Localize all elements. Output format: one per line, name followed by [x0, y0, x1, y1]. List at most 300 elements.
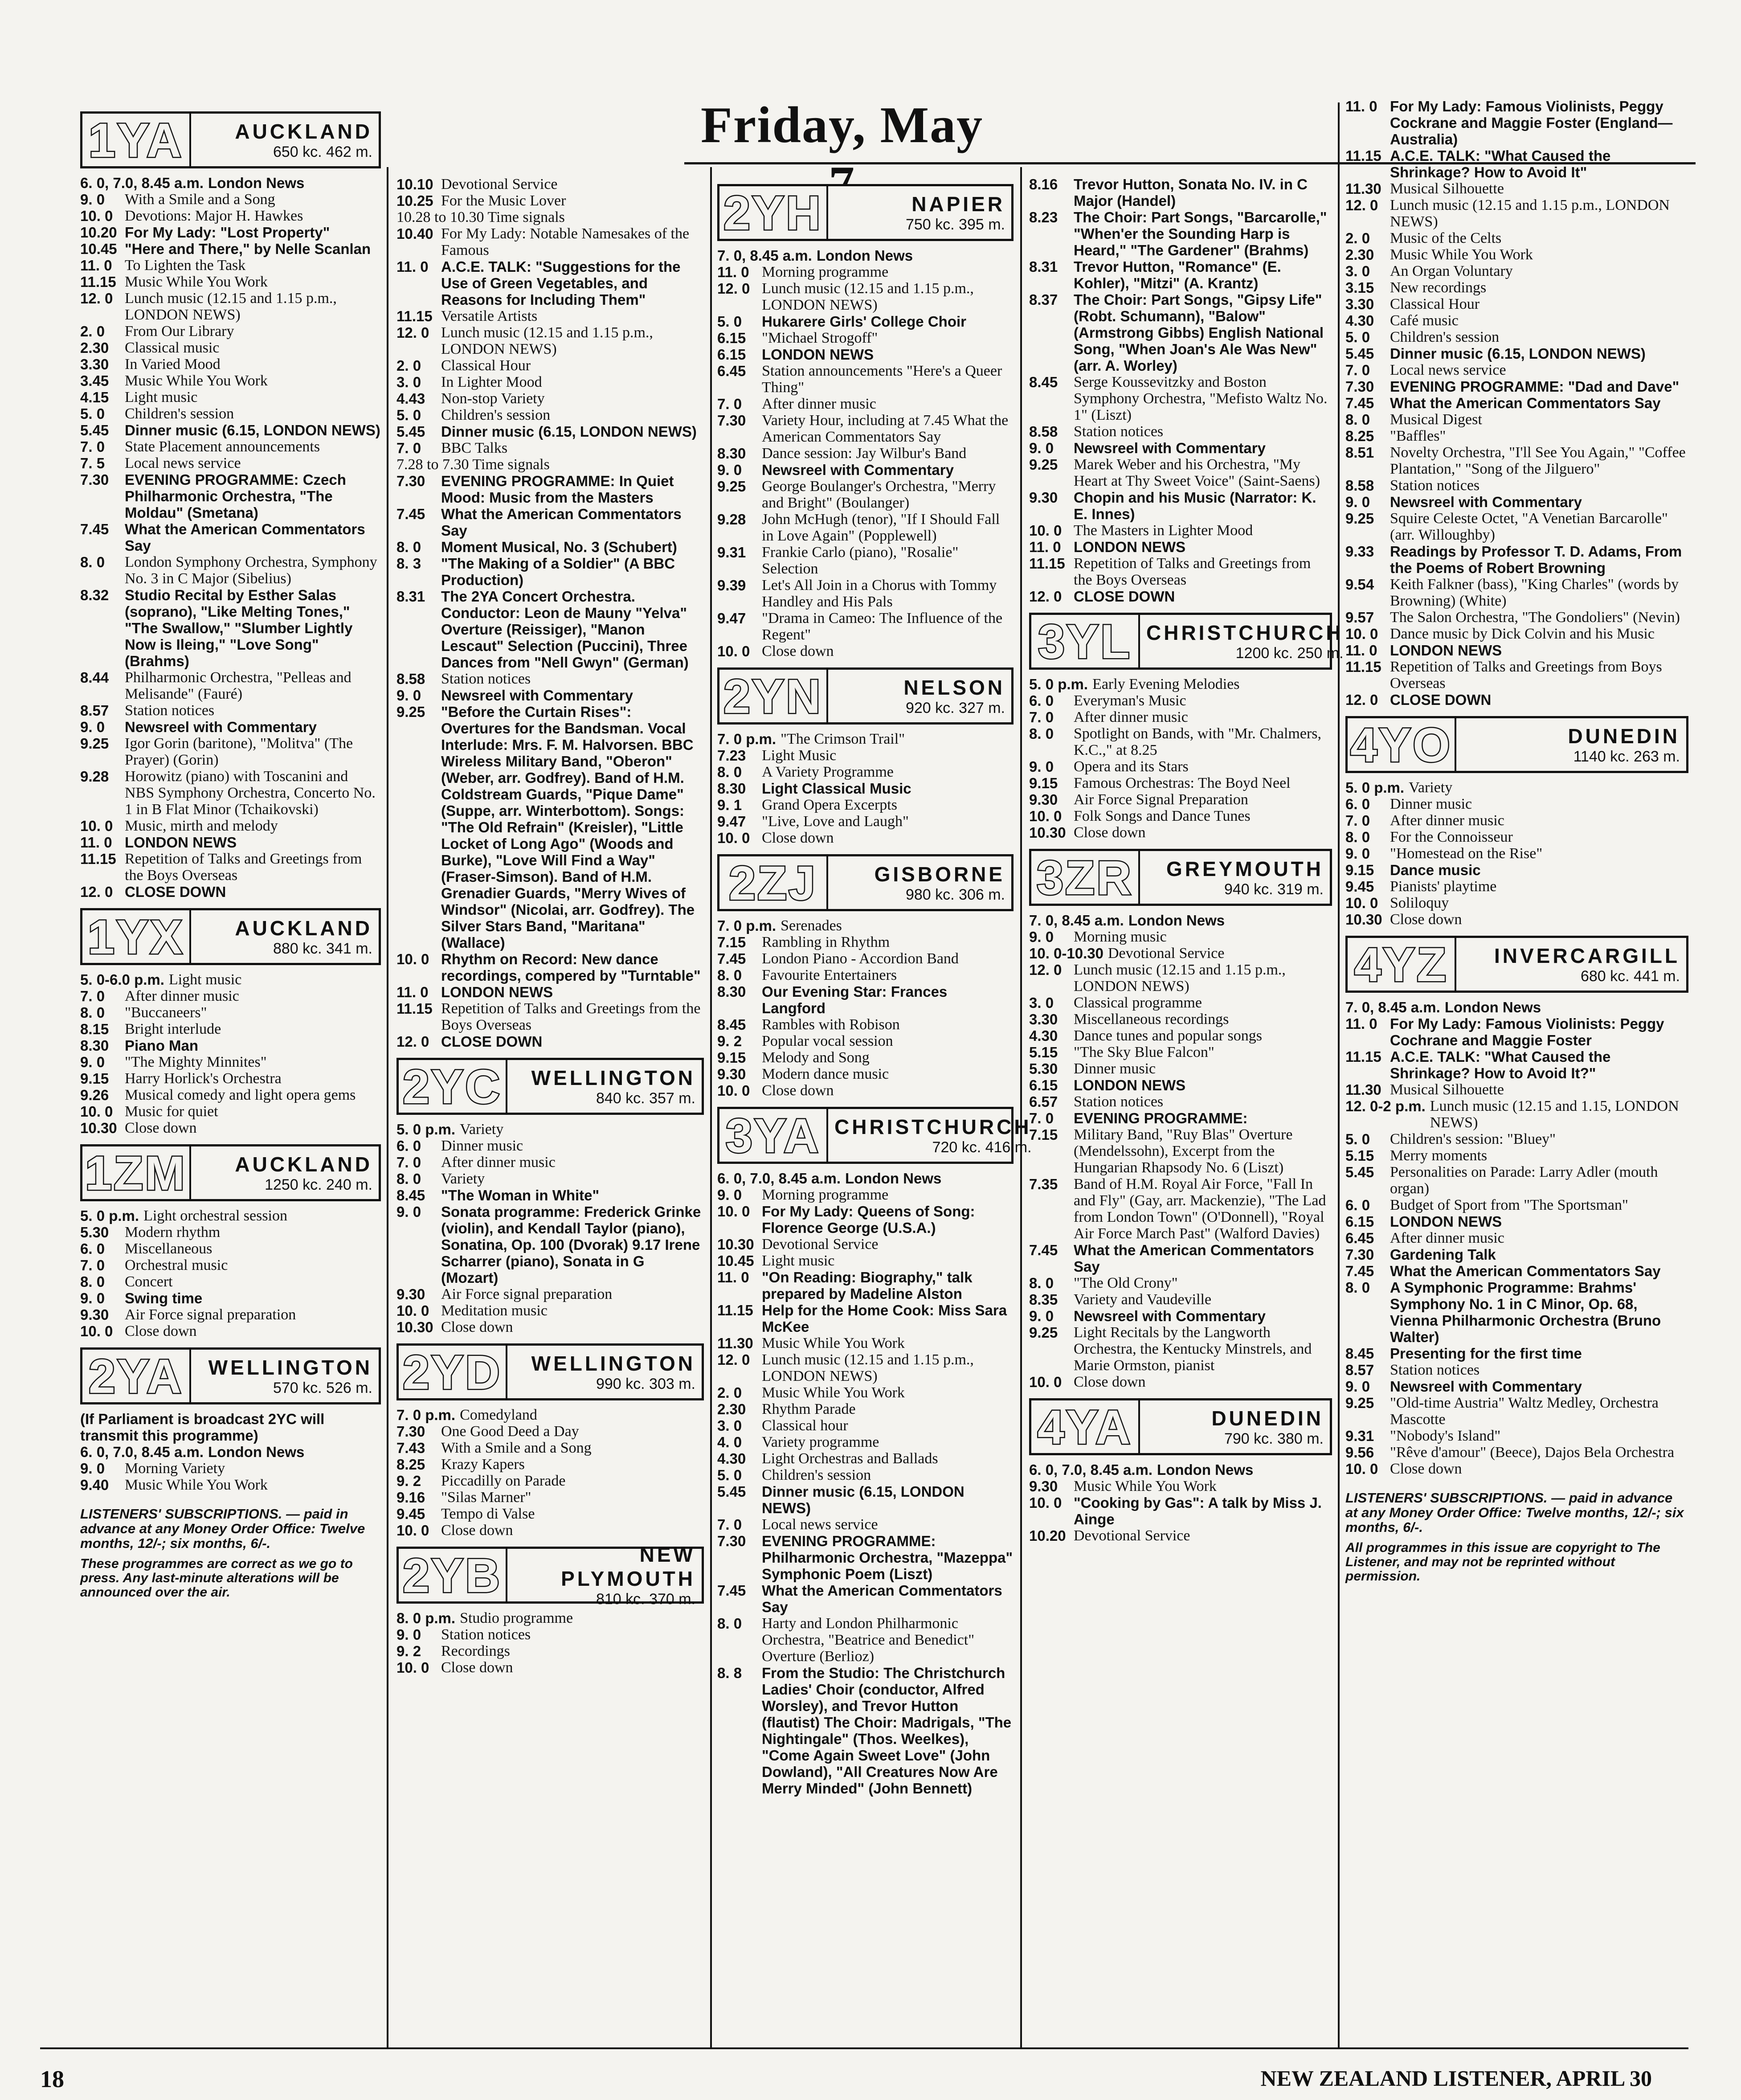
- programme-row: [1345, 576, 1688, 609]
- programme-title: CLOSE DOWN: [125, 884, 226, 900]
- programme-title: Moment Musical, No. 3 (Schubert): [441, 539, 677, 555]
- programme-title: Chopin and his Music (Narrator: K. E. Innes): [1074, 489, 1316, 522]
- programme-title: "The Crimson Trail": [781, 731, 905, 747]
- programme-row: [717, 780, 1014, 797]
- programme-time: 9. 0: [80, 1054, 105, 1070]
- programme-row: [80, 274, 381, 290]
- station-city: CHRISTCHURCH: [1146, 621, 1344, 644]
- programme-row: [1029, 1527, 1332, 1544]
- programme-title: Soliloquy: [1390, 895, 1449, 911]
- programme-title: Gardening Talk: [1390, 1246, 1496, 1263]
- programme-title: Repetition of Talks and Greetings from Boys Overseas: [1390, 659, 1662, 692]
- programme-time: 5. 0: [717, 313, 742, 330]
- station-city: WELLINGTON: [531, 1351, 695, 1375]
- programme-time: 7. 0: [1345, 812, 1370, 829]
- programme-row: [717, 445, 1014, 462]
- programme-time: 9.45: [396, 1506, 425, 1522]
- programme-time: 8. 0: [396, 1171, 421, 1187]
- programme-time: 8.15: [80, 1021, 109, 1037]
- programme-time: 11. 0: [1345, 642, 1377, 659]
- programme-time: 12. 0: [717, 1351, 750, 1368]
- programme-time: 11. 0: [1345, 98, 1377, 115]
- programme-time: 7.45: [717, 950, 746, 967]
- programme-time: 11.15: [80, 851, 116, 867]
- programme-row: [1029, 1494, 1332, 1527]
- programme-time: 8.23: [1029, 209, 1058, 225]
- programme-title: Lunch music (12.15 and 1.15, LONDON NEWS): [1430, 1098, 1679, 1131]
- programme-title: Variety Hour, including at 7.45 What the American Commentators Say: [762, 412, 1009, 445]
- programme-time: 8.16: [1029, 176, 1058, 192]
- programme-row: [396, 390, 704, 407]
- programme-title: Close down: [762, 1082, 834, 1099]
- programme-title: Novelty Orchestra, "I'll See You Again," "Coffee Plantation," "Song of the Jilguero": [1390, 444, 1686, 477]
- programme-row: [1029, 258, 1332, 291]
- programme-time: 9.15: [80, 1070, 109, 1087]
- station-info: [507, 1060, 702, 1113]
- programme-title: 10.28 to 10.30 Time signals: [396, 209, 565, 225]
- programme-row: [717, 1302, 1014, 1335]
- programme-row: [1029, 423, 1332, 440]
- programme-row: [80, 1087, 381, 1103]
- programme-title: Dinner music (6.15, LONDON NEWS): [762, 1483, 964, 1516]
- programme-title: Swing time: [125, 1290, 203, 1306]
- programme-time: 9.30: [80, 1306, 109, 1323]
- programme-time: 5.45: [1345, 1164, 1374, 1180]
- station-call-sign: 2YN: [719, 670, 828, 722]
- programme-time: 7. 0, 8.45 a.m.: [1345, 999, 1440, 1015]
- programme-time: 9.28: [717, 511, 746, 528]
- programme-time: 11.15: [396, 308, 433, 324]
- station-city: AUCKLAND: [235, 1152, 372, 1176]
- programme-row: [1345, 895, 1688, 911]
- programme-row: [717, 511, 1014, 544]
- programme-time: 8.25: [1345, 428, 1374, 444]
- programme-row: [717, 346, 1014, 363]
- programme-time: 9.25: [1029, 456, 1058, 473]
- programme-title: Light Orchestras and Ballads: [762, 1450, 938, 1467]
- programme-time: 7. 5: [80, 455, 105, 471]
- programme-title: For My Lady: Notable Namesakes of the Famous: [441, 225, 690, 258]
- programme-time: 8.45: [717, 1016, 746, 1033]
- programme-title: London News: [816, 247, 913, 264]
- programme-time: 9.47: [717, 813, 746, 830]
- programme-title: Harty and London Philharmonic Orchestra, "Beatrice and Benedict" Overture (Berlioz): [762, 1615, 975, 1665]
- programme-time: 8. 0 p.m.: [396, 1610, 456, 1626]
- programme-time: 7.15: [1029, 1126, 1058, 1143]
- station-box: [717, 854, 1014, 911]
- programme-time: 9.45: [1345, 878, 1374, 895]
- programme-row: [1029, 1044, 1332, 1060]
- programme-row: [1029, 758, 1332, 775]
- programme-row: [396, 1286, 704, 1302]
- programme-time: 5. 0-6.0 p.m.: [80, 971, 164, 988]
- programme-row: [80, 1054, 381, 1070]
- programme-row: [1029, 588, 1332, 605]
- programme-title: Musical Digest: [1390, 411, 1482, 428]
- programme-time: 7. 0: [80, 988, 105, 1004]
- programme-time: 4.43: [396, 390, 425, 407]
- station-city: DUNEDIN: [1211, 1406, 1324, 1430]
- programme-title: Famous Orchestras: The Boyd Neel: [1074, 775, 1291, 791]
- programme-time: 2. 0: [717, 1384, 742, 1401]
- programme-row: [1345, 230, 1688, 246]
- programme-time: 11. 0: [1029, 539, 1061, 555]
- programme-row: [1029, 489, 1332, 522]
- station-frequency: 840 kc. 357 m.: [596, 1089, 695, 1107]
- programme-row: [80, 471, 381, 521]
- programme-title: Children's session: [441, 407, 551, 423]
- programme-title: Children's session: [125, 405, 234, 422]
- programme-time: 9. 0: [80, 719, 105, 735]
- programme-title: After dinner music: [125, 988, 239, 1004]
- programme-title: Band of H.M. Royal Air Force, "Fall In and Fly" (Gay, arr. Mackenzie), "The Lad from London Town" (O'Donnell), "Royal Air Force March Past" (Walford Davies): [1074, 1176, 1326, 1242]
- programme-time: 6.15: [1345, 1213, 1374, 1230]
- programme-title: Squire Celeste Octet, "A Venetian Barcarolle" (arr. Willoughby): [1390, 510, 1668, 543]
- programme-time: 9. 0: [1345, 1378, 1370, 1395]
- programme-time: 8. 0: [80, 1273, 105, 1290]
- programme-row: [717, 813, 1014, 830]
- programme-title: To Lighten the Task: [125, 257, 246, 274]
- programme-time: 8.45: [396, 1187, 425, 1204]
- programme-row: [1029, 1374, 1332, 1390]
- programme-title: What the American Commentators Say: [441, 506, 682, 539]
- programme-time: 7.30: [717, 412, 746, 429]
- programme-title: Dance music by Dick Colvin and his Music: [1390, 626, 1655, 642]
- station-info: [191, 1350, 379, 1402]
- programme-time: 4.30: [717, 1450, 746, 1467]
- programme-time: 10.30: [717, 1236, 754, 1253]
- programme-title: (If Parliament is broadcast 2YC will transmit this programme): [80, 1411, 325, 1444]
- programme-row: [1345, 1015, 1688, 1048]
- programme-title: "Silas Marner": [441, 1489, 531, 1506]
- programme-time: 7. 0: [396, 440, 421, 456]
- programme-time: 9. 0: [1029, 1308, 1054, 1324]
- programme-row: [1029, 1275, 1332, 1291]
- programme-row: [80, 1290, 381, 1306]
- programme-time: 10. 0: [717, 1082, 750, 1099]
- programme-title: Classical programme: [1074, 995, 1202, 1011]
- programme-title: London News: [845, 1170, 942, 1187]
- programme-title: Serenades: [781, 917, 842, 934]
- station-frequency: 940 kc. 319 m.: [1224, 880, 1324, 898]
- programme-time: 9. 0: [1029, 440, 1054, 456]
- station-frequency: 980 kc. 306 m.: [905, 886, 1005, 903]
- station-frequency: 1250 kc. 240 m.: [265, 1176, 372, 1193]
- programme-title: LONDON NEWS: [762, 346, 874, 363]
- station-call-sign: 1YX: [82, 910, 191, 963]
- station-frequency: 880 kc. 341 m.: [273, 940, 372, 957]
- programme-title: Opera and its Stars: [1074, 758, 1189, 775]
- programme-time: 8.25: [396, 1456, 425, 1473]
- programme-title: "Rêve d'amour" (Beece), Dajos Bela Orchestra: [1390, 1444, 1675, 1461]
- programme-title: Sonata programme: Frederick Grinke (violin), and Kendall Taylor (piano), Sonatina, Op. 100 (Dvorak) 9.17 Irene Scharrer (piano), Sonata in G (Mozart): [441, 1204, 701, 1286]
- programme-title: Comedyland: [460, 1407, 537, 1423]
- programme-title: Light Classical Music: [762, 780, 911, 797]
- programme-title: Close down: [1390, 911, 1462, 928]
- programme-time: 7.43: [396, 1440, 425, 1456]
- programme-row: [396, 440, 704, 456]
- programme-title: Lunch music (12.15 and 1.15 p.m., LONDON NEWS): [762, 280, 974, 313]
- programme-row: [80, 735, 381, 768]
- programme-title: Meditation music: [441, 1302, 548, 1319]
- programme-row: [396, 1643, 704, 1659]
- programme-title: Station notices: [1074, 1093, 1164, 1110]
- programme-time: 9. 0: [396, 1626, 421, 1643]
- programme-time: 9.25: [1029, 1324, 1058, 1341]
- programme-title: Help for the Home Cook: Miss Sara McKee: [762, 1302, 1007, 1335]
- programme-time: 10. 0: [1345, 626, 1378, 642]
- programme-title: Variety and Vaudeville: [1074, 1291, 1212, 1308]
- programme-row: [717, 1335, 1014, 1351]
- column-2: [396, 176, 704, 1676]
- programme-row: [1029, 808, 1332, 824]
- programme-row: [80, 1273, 381, 1290]
- programme-row: [1029, 725, 1332, 758]
- page-title: Friday, May: [700, 97, 984, 154]
- programme-row: [1345, 642, 1688, 659]
- programme-row: [1029, 176, 1332, 209]
- programme-row: [1345, 98, 1688, 147]
- programme-title: Classical hour: [762, 1417, 848, 1434]
- station-info: [1456, 718, 1686, 771]
- station-city: NELSON: [903, 675, 1005, 699]
- programme-row: [396, 1204, 704, 1286]
- programme-title: The Salon Orchestra, "The Gondoliers" (Nevin): [1390, 609, 1680, 626]
- programme-row: [1345, 279, 1688, 296]
- programme-row: [717, 1253, 1014, 1269]
- programme-time: 8. 0: [1029, 725, 1054, 742]
- programme-title: London News: [208, 1444, 305, 1460]
- programme-time: 3.15: [1345, 279, 1374, 296]
- station-frequency: 810 kc. 370 m.: [596, 1590, 695, 1608]
- programme-row: [396, 687, 704, 704]
- programme-time: 7.45: [1029, 1242, 1058, 1258]
- programme-row: [1029, 1478, 1332, 1494]
- programme-row: [396, 1187, 704, 1204]
- programme-row: [1345, 494, 1688, 510]
- station-call-sign: 2YB: [399, 1549, 507, 1601]
- programme-row: [80, 389, 381, 405]
- programme-row: [1345, 1444, 1688, 1461]
- programme-time: 9. 0: [80, 1290, 105, 1306]
- programme-time: 8. 0: [1345, 1279, 1370, 1296]
- programme-title: Spotlight on Bands, with "Mr. Chalmers, K.C.," at 8.25: [1074, 725, 1322, 758]
- programme-time: 9.25: [396, 704, 425, 720]
- programme-title: Serge Koussevitzky and Boston Symphony Orchestra, "Mefisto Waltz No. 1" (Liszt): [1074, 374, 1328, 423]
- programme-title: Devotional Service: [1108, 945, 1225, 962]
- station-box: [1345, 936, 1688, 993]
- programme-time: 9.25: [80, 735, 109, 752]
- programme-title: "Here and There," by Nelle Scanlan: [125, 241, 371, 257]
- programme-time: 8.58: [1345, 477, 1374, 494]
- programme-row: [1029, 1110, 1332, 1126]
- programme-title: Devotional Service: [762, 1236, 879, 1253]
- programme-title: Close down: [441, 1659, 513, 1676]
- programme-time: 6. 0: [1345, 1197, 1370, 1213]
- programme-title: Music While You Work: [125, 1477, 268, 1493]
- programme-time: 12. 0: [80, 290, 113, 307]
- programme-time: 4. 0: [717, 1434, 742, 1450]
- programme-time: 6. 0: [396, 1138, 421, 1154]
- programme-title: Readings by Professor T. D. Adams, From the Poems of Robert Browning: [1390, 543, 1682, 576]
- programme-time: 12. 0: [717, 280, 750, 297]
- programme-title: Close down: [1074, 1374, 1146, 1390]
- programme-row: [1345, 345, 1688, 362]
- programme-row: [717, 264, 1014, 280]
- station-call-sign: 3YL: [1031, 615, 1140, 667]
- programme-row: [1345, 1230, 1688, 1246]
- programme-title: Close down: [441, 1522, 513, 1539]
- programme-row: [80, 1257, 381, 1273]
- programme-title: Devotions: Major H. Hawkes: [125, 208, 303, 224]
- programme-title: Frankie Carlo (piano), "Rosalie" Selection: [762, 544, 959, 577]
- programme-row: [717, 313, 1014, 330]
- programme-time: 5. 0 p.m.: [1029, 676, 1088, 692]
- station-info: [828, 670, 1011, 722]
- programme-title: Music While You Work: [762, 1335, 905, 1351]
- programme-row: [80, 1004, 381, 1021]
- programme-title: Igor Gorin (baritone), "Molitva" (The Prayer) (Gorin): [125, 735, 353, 768]
- programme-time: 7.45: [717, 1582, 746, 1599]
- programme-row: [1345, 395, 1688, 411]
- programme-time: 7.30: [80, 471, 109, 488]
- programme-title: Classical Hour: [1390, 296, 1480, 312]
- programme-title: After dinner music: [1074, 709, 1188, 725]
- programme-time: 3. 0: [1029, 995, 1054, 1011]
- programme-row: [396, 1154, 704, 1171]
- programme-row: [717, 797, 1014, 813]
- programme-time: 6. 0: [1029, 692, 1054, 709]
- programme-row: [396, 258, 704, 308]
- station-info: [507, 1543, 702, 1608]
- programme-title: Budget of Sport from "The Sportsman": [1390, 1197, 1628, 1213]
- programme-title: Station announcements "Here's a Queer Thing": [762, 363, 1002, 396]
- programme-time: 3.30: [1029, 1011, 1058, 1027]
- station-info: [828, 856, 1011, 909]
- programme-time: 3. 0: [1345, 263, 1370, 279]
- programme-title: For My Lady: "Lost Property": [125, 224, 330, 241]
- programme-title: Marek Weber and his Orchestra, "My Heart at Thy Sweet Voice" (Saint-Saens): [1074, 456, 1320, 489]
- programme-title: The Choir: Part Songs, "Barcarolle," "When'er the Sounding Harp is Heard," "The Gardener" (Brahms): [1074, 209, 1327, 258]
- programme-title: London News: [1157, 1461, 1254, 1478]
- programme-time: 5.45: [1345, 345, 1374, 362]
- programme-row: [1345, 812, 1688, 829]
- programme-title: Light music: [168, 971, 242, 988]
- programme-time: 9.30: [1029, 791, 1058, 808]
- programme-time: 7.45: [396, 506, 425, 522]
- column-5: [1345, 98, 1688, 1584]
- programme-time: 10. 0: [717, 1203, 750, 1220]
- programme-time: 9.15: [1029, 775, 1058, 791]
- programme-row: [396, 1138, 704, 1154]
- programme-row: [80, 1306, 381, 1323]
- programme-row: [80, 554, 381, 587]
- programme-time: 8. 8: [717, 1665, 742, 1681]
- programme-title: Trevor Hutton, Sonata No. IV. in C Major (Handel): [1074, 176, 1308, 209]
- station-call-sign: 4YZ: [1348, 938, 1456, 991]
- programme-row: [80, 884, 381, 900]
- programme-time: 8.30: [80, 1037, 109, 1054]
- programme-time: 9.30: [1029, 1478, 1058, 1494]
- programme-time: 7.30: [396, 473, 425, 489]
- programme-title: Piccadilly on Parade: [441, 1473, 566, 1489]
- programme-title: LONDON NEWS: [1074, 1077, 1186, 1093]
- programme-title: For My Lady: Famous Violinists, Peggy Cockrane and Maggie Foster (England—Australia): [1390, 98, 1673, 147]
- programme-row: [1029, 709, 1332, 725]
- programme-title: Versatile Artists: [441, 308, 538, 324]
- programme-row: [717, 1467, 1014, 1483]
- programme-time: 9. 2: [396, 1643, 421, 1659]
- programme-time: 9. 1: [717, 797, 742, 813]
- programme-time: 9.31: [717, 544, 746, 561]
- programme-row: [1345, 1428, 1688, 1444]
- station-city: WELLINGTON: [531, 1066, 695, 1089]
- programme-row: [1029, 945, 1332, 962]
- station-box: [396, 1543, 704, 1608]
- station-call-sign: 4YO: [1348, 718, 1456, 771]
- programme-time: 7. 0: [1029, 709, 1054, 725]
- programme-time: 8.30: [717, 780, 746, 797]
- programme-row: [80, 257, 381, 274]
- programme-row: [717, 247, 1014, 264]
- programme-time: 11.15: [396, 1000, 433, 1017]
- programme-row: [1345, 197, 1688, 230]
- programme-time: 9. 0: [80, 1460, 105, 1477]
- programme-time: 11.30: [1345, 1081, 1381, 1098]
- programme-row: [1029, 1027, 1332, 1044]
- programme-time: 5. 0: [1345, 1131, 1370, 1147]
- programme-row: [80, 340, 381, 356]
- programme-row: [717, 1516, 1014, 1533]
- programme-row: [80, 224, 381, 241]
- programme-title: Lunch music (12.15 and 1.15 p.m., LONDON NEWS): [441, 324, 653, 357]
- programme-title: Close down: [125, 1323, 197, 1339]
- programme-time: 6. 0, 7.0, 8.45 a.m.: [80, 175, 204, 191]
- programme-title: From Our Library: [125, 323, 234, 340]
- programme-row: [1345, 692, 1688, 708]
- programme-time: 10. 0: [80, 1103, 113, 1120]
- programme-row: [717, 1615, 1014, 1665]
- station-frequency: 750 kc. 395 m.: [905, 216, 1005, 233]
- programme-row: [396, 984, 704, 1000]
- programme-row: [717, 363, 1014, 396]
- programme-time: 10.30: [1345, 911, 1382, 928]
- programme-row: [1029, 374, 1332, 423]
- programme-time: 10. 0: [396, 1302, 429, 1319]
- programme-title: An Organ Voluntary: [1390, 263, 1513, 279]
- programme-time: 5. 0 p.m.: [1345, 779, 1405, 796]
- programme-row: [396, 324, 704, 357]
- programme-time: 12. 0: [80, 884, 113, 900]
- programme-title: A.C.E. TALK: "What Caused the Shrinkage? How to Avoid It?": [1390, 1048, 1611, 1081]
- programme-row: [1029, 912, 1332, 929]
- programme-row: [717, 747, 1014, 764]
- programme-title: Local news service: [1390, 362, 1506, 378]
- programme-row: [1345, 1246, 1688, 1263]
- programme-row: [717, 1533, 1014, 1582]
- programme-title: Station notices: [1074, 423, 1164, 440]
- programme-title: London Symphony Orchestra, Symphony No. 3 in C Major (Sibelius): [125, 554, 377, 587]
- programme-row: [396, 1626, 704, 1643]
- programme-row: [1029, 555, 1332, 588]
- programme-title: The Masters in Lighter Mood: [1074, 522, 1253, 539]
- programme-title: What the American Commentators Say: [1074, 1242, 1314, 1275]
- programme-title: For My Lady: Queens of Song: Florence George (U.S.A.): [762, 1203, 975, 1236]
- programme-title: A.C.E. TALK: "What Caused the Shrinkage? How to Avoid It": [1390, 147, 1611, 180]
- station-box: [1029, 613, 1344, 670]
- programme-time: 10. 0-10.30: [1029, 945, 1103, 962]
- station-info: [507, 1346, 702, 1398]
